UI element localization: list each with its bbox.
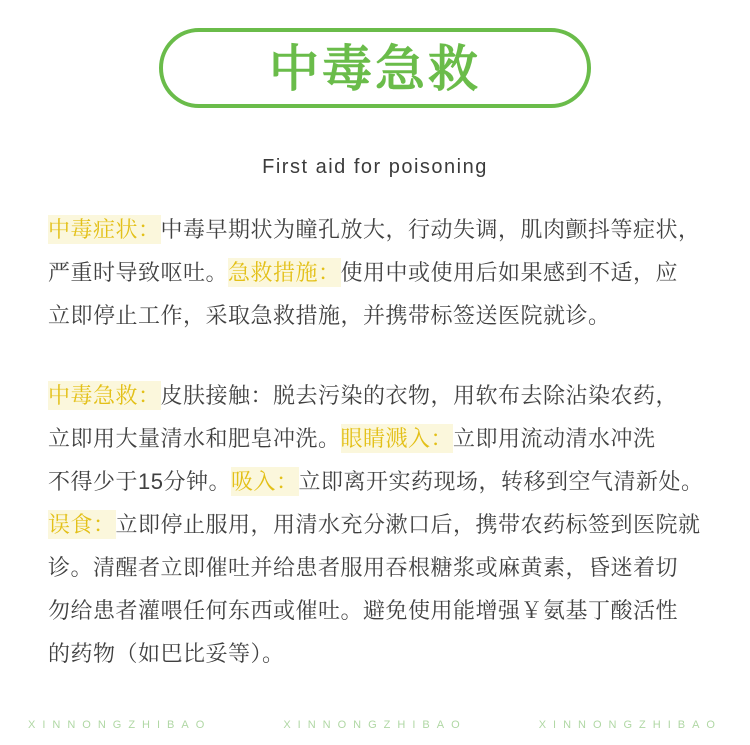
paragraph-poisoning-symptoms [48, 208, 714, 337]
watermark-text: XINNONGZHIBAO [28, 719, 212, 731]
highlight-label: 中毒症状： [48, 217, 161, 242]
body-text: 不得少于15分钟。 [48, 469, 231, 494]
body-text: 立即停止工作，采取急救措施，并携带标签送医院就诊。 [48, 303, 611, 328]
highlight-label: 急救措施： [228, 260, 341, 285]
body-text: 立即用流动清水冲洗 [453, 426, 656, 451]
highlight-label: 吸入： [230, 469, 299, 494]
body-text: 诊。清醒者立即催吐并给患者服用吞根糖浆或麻黄素，昏迷着切 [48, 555, 679, 580]
body-text: 立即用大量清水和肥皂冲洗。 [48, 426, 341, 451]
highlight-label: 眼睛溅入： [340, 426, 454, 451]
body-text: 立即离开实药现场，转移到空气清新处。 [298, 469, 704, 494]
page-subtitle: First aid for poisoning [262, 156, 488, 178]
body-text: 皮肤接触：脱去污染的衣物，用软布去除沾染农药， [160, 383, 679, 408]
body-text: 使用中或使用后如果感到不适，应 [340, 260, 679, 285]
watermark-row [0, 719, 750, 731]
body-text: 的药物（如巴比妥等）。 [48, 641, 285, 666]
page-title: 中毒急救 [269, 41, 481, 97]
paragraph-first-aid-steps [48, 374, 714, 675]
watermark-text: XINNONGZHIBAO [538, 719, 722, 731]
body-text: 立即停止服用，用清水充分漱口后，携带农药标签到医院就 [115, 512, 701, 537]
content-area [48, 208, 714, 675]
title-pill [159, 28, 591, 108]
highlight-label: 误食： [48, 512, 116, 537]
body-text: 中毒早期状为瞳孔放大，行动失调，肌肉颤抖等症状， [160, 217, 701, 242]
body-text: 严重时导致呕吐。 [48, 260, 229, 285]
watermark-text: XINNONGZHIBAO [283, 719, 467, 731]
highlight-label: 中毒急救： [48, 383, 161, 408]
body-text: 勿给患者灌喂任何东西或催吐。避免使用能增强￥氨基丁酸活性 [48, 598, 679, 623]
